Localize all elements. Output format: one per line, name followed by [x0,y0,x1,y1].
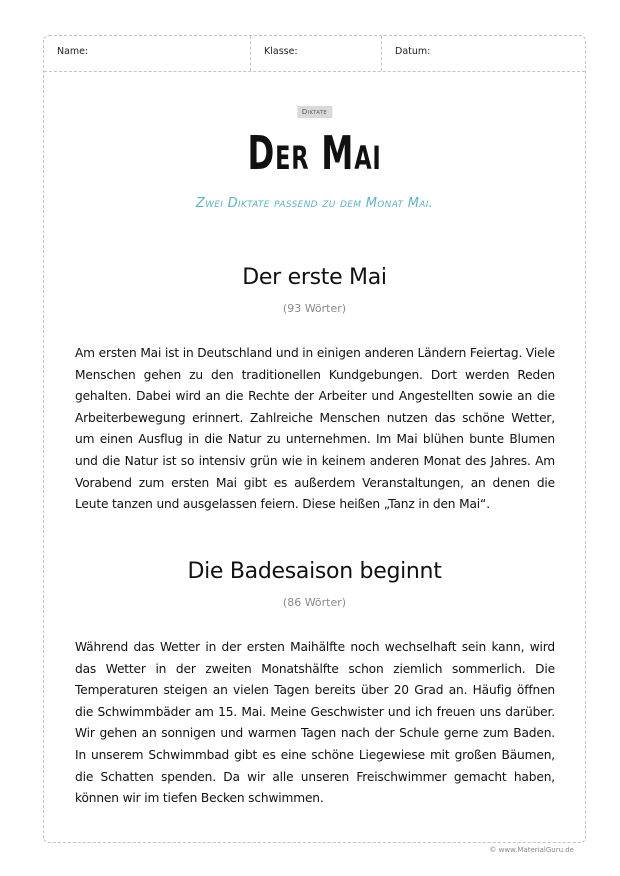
category-badge: Diktate [297,106,332,118]
copyright-note: © www.MaterialGuru.de [489,846,574,854]
word-count-2: (86 Wörter) [282,596,347,609]
class-field[interactable] [250,36,381,71]
dictation-text-2: Während das Wetter in der ersten Maihälfte noch wechselhaft sein kann, wird das Wetter in der zweiten Monatshälfte schon ziemlich sommerlich. Die Temperaturen steigen an vielen Tagen bereits über 20 Grad an. Häufig öffnen die Schwimmbäder am 15. Mai. Meine Geschwister und ich freuen uns darüber. Wir gehen an sonnigen und warmen Tagen nach der Schule gerne zum Baden. In unserem Schwimmbad gibt es eine schöne Liegewiese mit großen Bäumen, die Schatten spenden. Da wir alle unseren Freischwimmer gemacht haben, können wir im tiefen Becken schwimmen. [75,640,555,806]
page-title: Der Mai [247,126,382,180]
name-field[interactable] [44,36,250,71]
worksheet [43,35,586,843]
date-label: Datum: [395,46,431,57]
date-field[interactable] [381,36,585,71]
name-label: Name: [57,46,89,57]
class-label: Klasse: [264,46,298,57]
section-title-2: Die Badesaison beginnt [187,559,442,584]
dictation-text-1: Am ersten Mai ist in Deutschland und in einigen anderen Ländern Feiertag. Viele Menschen gehen zu den traditionellen Kundgebungen. Dort werden Reden gehalten. Dabei wird an die Rechte der Arbeiter und Angestellten sowie an die Arbeiterbewegung erinnert. Zahlreiche Menschen nutzen das schöne Wetter, um einen Ausflug in die Natur zu unternehmen. Im Mai blühen bunte Blumen und die Natur ist so intensiv grün wie in keinem anderen Monat des Jahres. Am Vorabend zum ersten Mai gibt es außerdem Veranstaltungen, an denen die Leute tanzen und ausgelassen feiern. Diese heißen „Tanz in den Mai“. [75,346,555,512]
header-fields [44,36,585,72]
word-count-1: (93 Wörter) [282,302,347,315]
page-subtitle: Zwei Diktate passend zu dem Monat Mai. [195,196,434,211]
section-title-1: Der erste Mai [242,265,387,290]
